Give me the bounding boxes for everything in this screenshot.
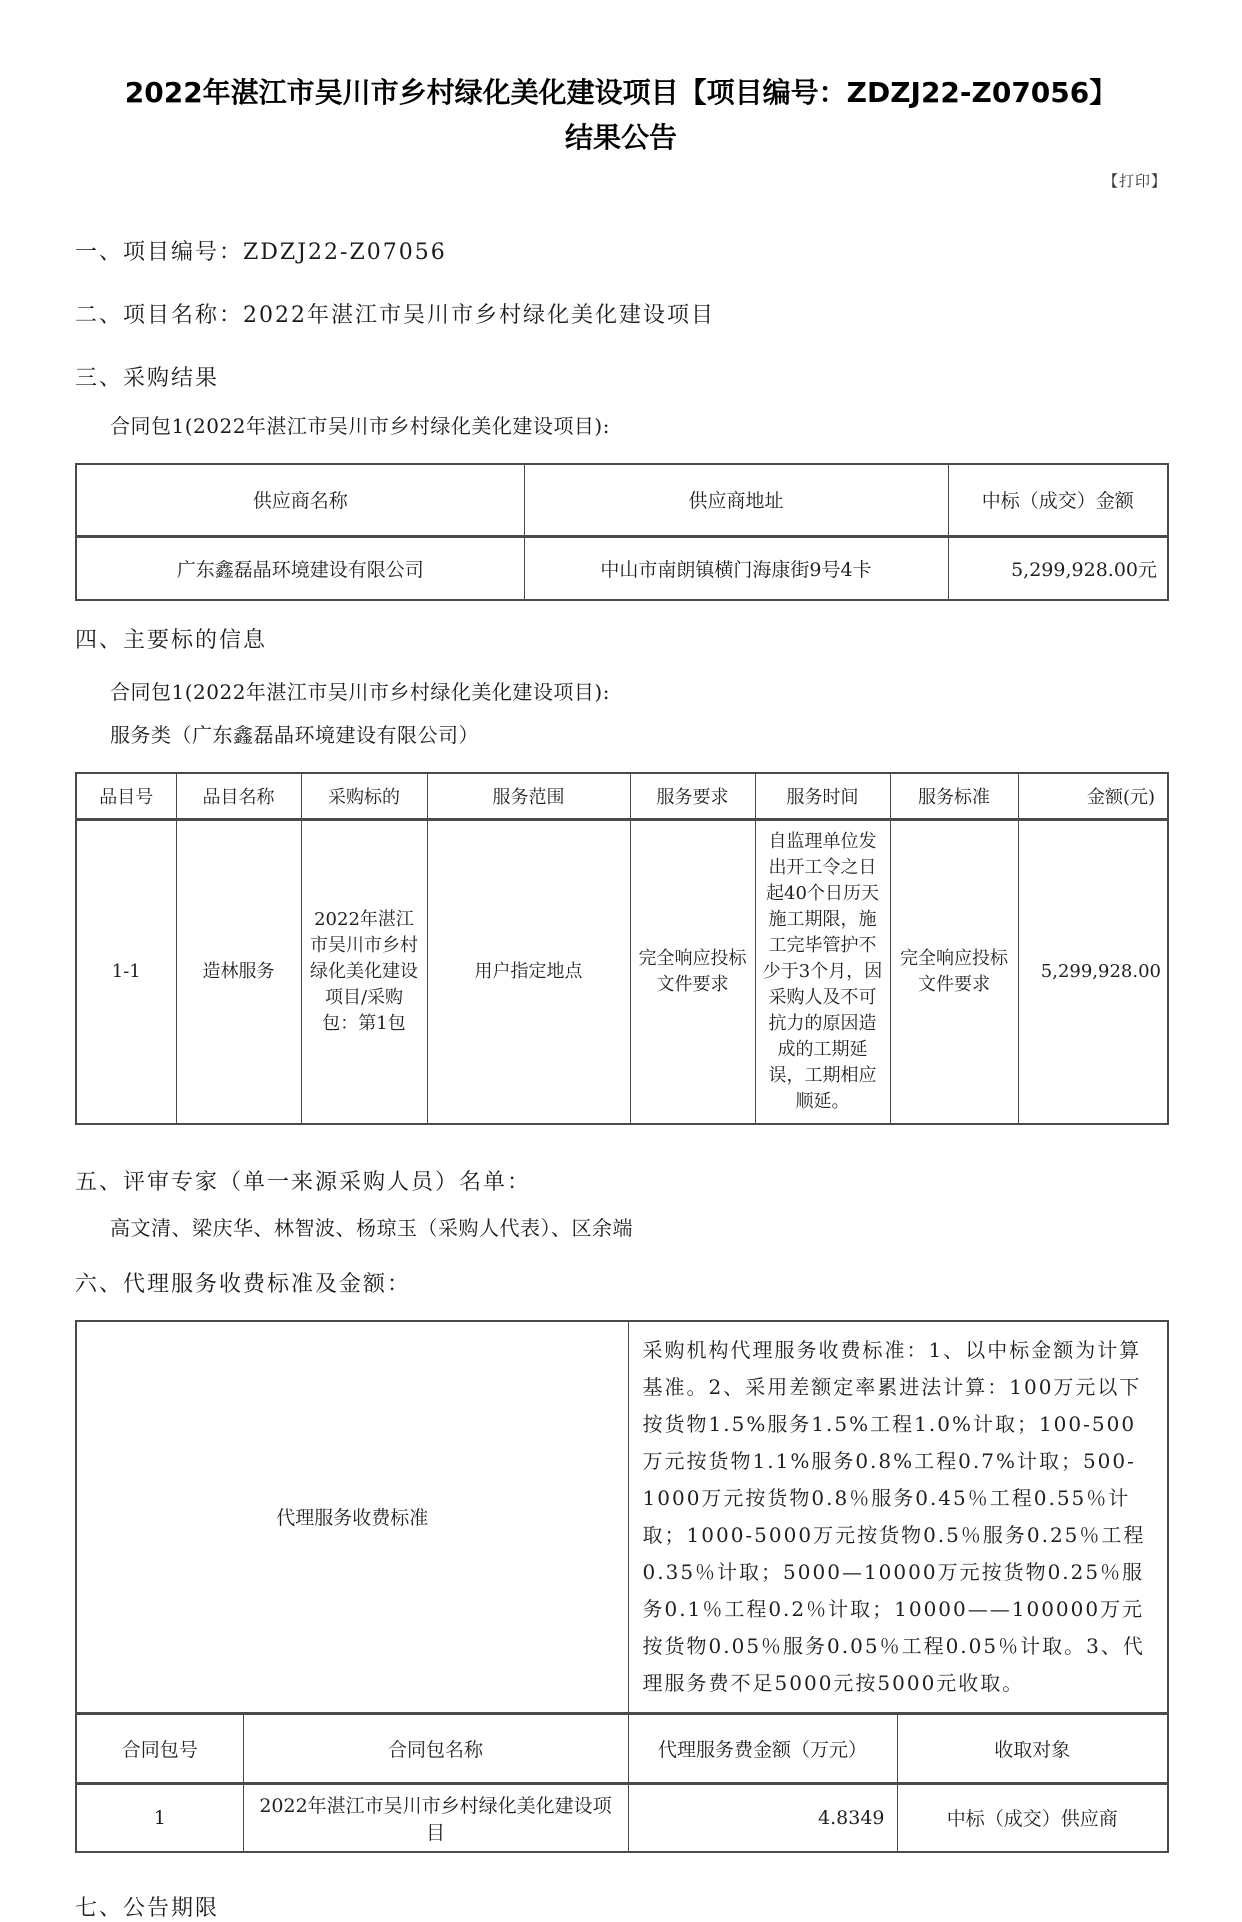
service-category-label: 服务类（广东鑫磊晶环境建设有限公司） xyxy=(110,723,479,747)
service-time-cell: 自监理单位发出开工令之日起40个日历天施工期限，施工完毕管护不少于3个月，因采购人及不可抗力的原因造成的工期延误，工期相应顺延。 xyxy=(755,819,890,1124)
page-title-line1: 2022年湛江市吴川市乡村绿化美化建设项目【项目编号：ZDZJ22-Z07056】 xyxy=(124,76,1118,109)
fee-standard-label-cell: 代理服务收费标准 xyxy=(76,1321,628,1714)
print-button[interactable]: 【打印】 xyxy=(1102,172,1167,190)
col-header-procurement-target: 采购标的 xyxy=(301,773,427,819)
contract-pkg-no-cell: 1 xyxy=(76,1783,243,1852)
page-title-line2: 结果公告 xyxy=(564,121,677,154)
announcement-page xyxy=(0,70,1242,1921)
result-package-label: 合同包1(2022年湛江市吴川市乡村绿化美化建设项目): xyxy=(110,414,610,438)
table-header-row xyxy=(76,1713,1168,1783)
col-header-item-name: 品目名称 xyxy=(176,773,301,819)
service-requirement-cell: 完全响应投标文件要求 xyxy=(630,819,755,1124)
procurement-result-table xyxy=(75,463,1169,601)
service-standard-cell: 完全响应投标文件要求 xyxy=(890,819,1018,1124)
supplier-address-cell: 中山市南朗镇横门海康街9号4卡 xyxy=(524,536,948,600)
col-header-award-amount: 中标（成交）金额 xyxy=(948,464,1168,536)
print-row xyxy=(75,170,1167,191)
col-header-service-time: 服务时间 xyxy=(755,773,890,819)
agency-fee-table xyxy=(75,1320,1169,1853)
col-header-amount: 金额(元) xyxy=(1018,773,1168,819)
section-review-experts: 五、评审专家（单一来源采购人员）名单： xyxy=(75,1169,532,1195)
section-agency-fee: 六、代理服务收费标准及金额： xyxy=(75,1271,412,1297)
table-row xyxy=(76,1783,1168,1852)
col-header-charge-target: 收取对象 xyxy=(897,1713,1168,1783)
col-header-contract-pkg-name: 合同包名称 xyxy=(243,1713,628,1783)
section-main-subject-info: 四、主要标的信息 xyxy=(75,628,268,653)
col-header-service-requirement: 服务要求 xyxy=(630,773,755,819)
col-header-item-no: 品目号 xyxy=(76,773,176,819)
fee-standard-text-cell: 采购机构代理服务收费标准：1、以中标金额为计算基准。2、采用差额定率累进法计算：100万元以下按货物1.5%服务1.5%工程1.0%计取；100-500万元按货物1.1%服务0.8%工程0.7%计取；500-1000万元按货物0.8％服务0.45％工程0.55％计取；1000-5000万元按货物0.5％服务0.25％工程0.35％计取；5000—10000万元按货物0.25％服务0.1％工程0.2％计取；10000——100000万元按货物0.05％服务0.05％工程0.05％计取。3、代理服务费不足5000元按5000元收取。 xyxy=(628,1321,1168,1714)
page-title xyxy=(75,70,1167,160)
table-header-row xyxy=(76,773,1168,819)
item-name-cell: 造林服务 xyxy=(176,819,301,1124)
subject-info-table xyxy=(75,772,1169,1125)
service-scope-cell: 用户指定地点 xyxy=(427,819,630,1124)
contract-pkg-name-cell: 2022年湛江市吴川市乡村绿化美化建设项目 xyxy=(243,1783,628,1852)
item-no-cell: 1-1 xyxy=(76,819,176,1124)
section-project-name: 二、项目名称：2022年湛江市吴川市乡村绿化美化建设项目 xyxy=(75,303,715,328)
subject-package-label: 合同包1(2022年湛江市吴川市乡村绿化美化建设项目): xyxy=(110,680,610,704)
col-header-service-scope: 服务范围 xyxy=(427,773,630,819)
award-amount-cell: 5,299,928.00元 xyxy=(948,536,1168,600)
amount-cell: 5,299,928.00 xyxy=(1018,819,1168,1124)
section-procurement-result: 三、采购结果 xyxy=(75,366,220,391)
col-header-agency-fee-amount: 代理服务费金额（万元） xyxy=(628,1713,897,1783)
charge-target-cell: 中标（成交）供应商 xyxy=(897,1783,1168,1852)
table-row xyxy=(76,536,1168,600)
section-project-number: 一、项目编号：ZDZJ22-Z07056 xyxy=(75,240,447,265)
col-header-supplier-name: 供应商名称 xyxy=(76,464,524,536)
fee-standard-row xyxy=(76,1321,1168,1714)
table-header-row xyxy=(76,464,1168,536)
agency-fee-amount-cell: 4.8349 xyxy=(628,1783,897,1852)
section-announcement-period: 七、公告期限 xyxy=(75,1895,220,1921)
expert-names: 高文清、梁庆华、林智波、杨琼玉（采购人代表）、区余端 xyxy=(110,1215,633,1240)
col-header-supplier-address: 供应商地址 xyxy=(524,464,948,536)
table-row xyxy=(76,819,1168,1124)
col-header-service-standard: 服务标准 xyxy=(890,773,1018,819)
supplier-name-cell: 广东鑫磊晶环境建设有限公司 xyxy=(76,536,524,600)
col-header-contract-pkg-no: 合同包号 xyxy=(76,1713,243,1783)
procurement-target-cell: 2022年湛江市吴川市乡村绿化美化建设项目/采购包：第1包 xyxy=(301,819,427,1124)
